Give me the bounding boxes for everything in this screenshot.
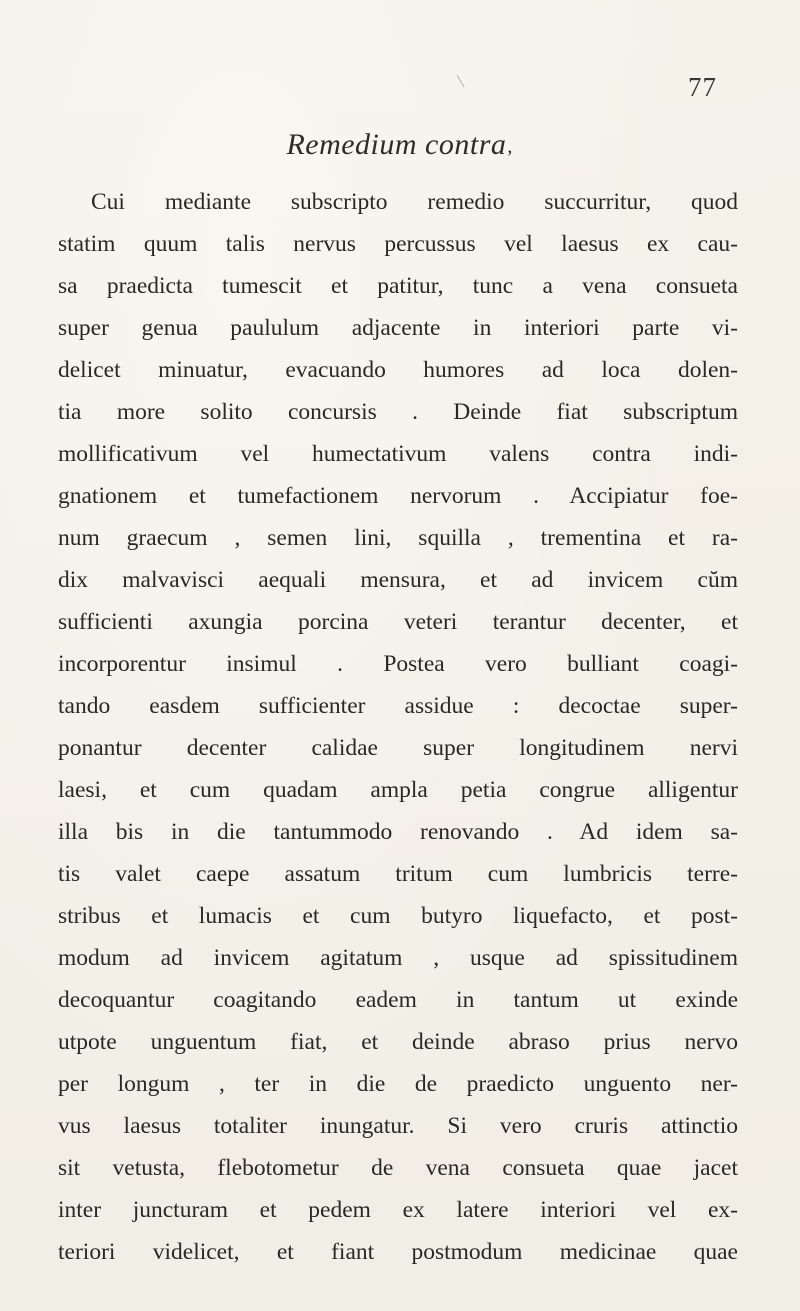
text-line: per longum , ter in die de praedicto unguento ner- — [58, 1071, 738, 1097]
text-line: teriori videlicet, et fiant postmodum medicinae quae — [58, 1239, 738, 1265]
text-line: dix malvavisci aequali mensura, et ad invicem cŭm — [58, 567, 738, 593]
text-line: incorporentur insimul . Postea vero bulliant coagi- — [58, 651, 738, 677]
text-line: tando easdem sufficienter assidue : decoctae super- — [58, 693, 738, 719]
text-line: delicet minuatur, evacuando humores ad loca dolen- — [58, 357, 738, 383]
text-line: statim quum talis nervus percussus vel laesus ex cau- — [58, 231, 738, 257]
text-line: laesi, et cum quadam ampla petia congrue alligentur — [58, 777, 738, 803]
text-line: ponantur decenter calidae super longitudinem nervi — [58, 735, 738, 761]
text-line: tis valet caepe assatum tritum cum lumbricis terre- — [58, 861, 738, 887]
text-line: decoquantur coagitando eadem in tantum ut exinde — [58, 987, 738, 1013]
text-line: gnationem et tumefactionem nervorum . Accipiatur foe- — [58, 483, 738, 509]
text-line: Cui mediante subscripto remedio succurritur, quod — [91, 189, 738, 215]
text-line: num graecum , semen lini, squilla , trementina et ra- — [58, 525, 738, 551]
text-line: sa praedicta tumescit et patitur, tunc a vena consueta — [58, 273, 738, 299]
text-line: tia more solito concursis . Deinde fiat subscriptum — [58, 399, 738, 425]
text-line: super genua paululum adjacente in interiori parte vi- — [58, 315, 738, 341]
section-heading-text: Remedium contra — [286, 128, 507, 161]
text-line: inter juncturam et pedem ex latere interiori vel ex- — [58, 1197, 738, 1223]
heading-punctuation: ‚ — [506, 135, 514, 158]
text-line: sit vetusta, flebotometur de vena consueta quae jacet — [58, 1155, 738, 1181]
text-line: modum ad invicem agitatum , usque ad spissitudinem — [58, 945, 738, 971]
text-line: illa bis in die tantummodo renovando . Ad idem sa- — [58, 819, 738, 845]
page-number: 77 — [688, 72, 717, 102]
text-line: utpote unguentum fiat, et deinde abraso prius nervo — [58, 1029, 738, 1055]
text-line: sufficienti axungia porcina veteri terantur decenter, et — [58, 609, 738, 635]
text-line: vus laesus totaliter inungatur. Si vero cruris attinctio — [58, 1113, 738, 1139]
paper-speck — [457, 75, 465, 88]
text-line: mollificativum vel humectativum valens contra indi- — [58, 441, 738, 467]
text-line: stribus et lumacis et cum butyro liquefacto, et post- — [58, 903, 738, 929]
section-heading — [0, 128, 800, 162]
